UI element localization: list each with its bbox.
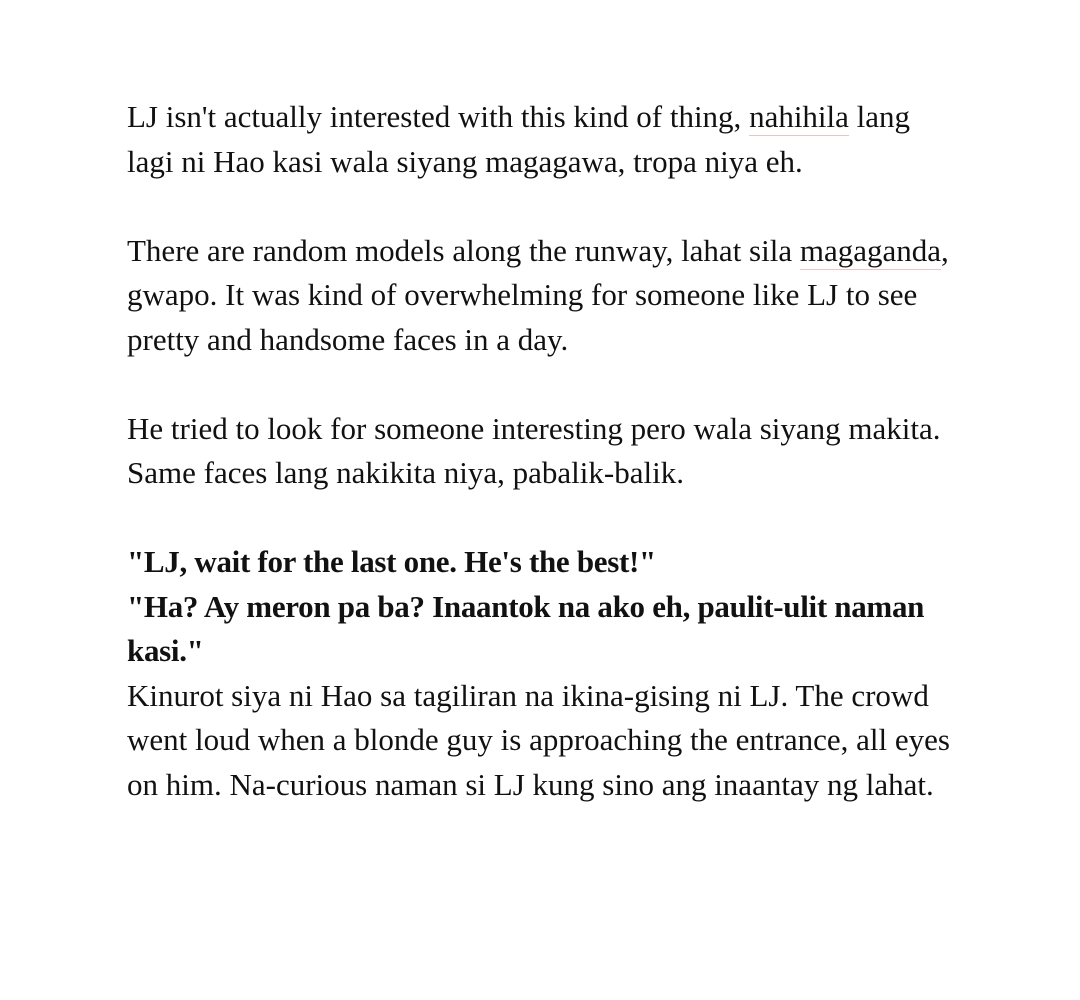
story-content (127, 95, 953, 852)
paragraph-2-text-start: There are random models along the runway, lahat sila (127, 232, 800, 268)
paragraph-1-text-start: LJ isn't actually interested with this kind of thing, (127, 99, 750, 134)
dialogue-line-2: "Ha? Ay meron pa ba? Inaantok na ako eh, paulit-ulit naman kasi." (127, 588, 925, 668)
paragraph-3: He tried to look for someone interesting pero wala siyang makita. Same faces lang nakikita niya, pabalik-balik. (127, 410, 941, 490)
paragraph-2-text-end: , gwapo. It was kind of overwhelming for someone like LJ to see pretty and handsome faces in a day. (127, 232, 949, 357)
paragraph-2 (127, 229, 953, 363)
dialogue-line-1: "LJ, wait for the last one. He's the best!" (127, 544, 656, 579)
highlighted-word-nahihila[interactable]: nahihila (749, 99, 849, 134)
paragraph-4: Kinurot siya ni Hao sa tagiliran na ikina-gising ni LJ. The crowd went loud when a blonde guy is approaching the entrance, all eyes on him. Na-curious naman si LJ kung sino ang inaantay ng lahat. (127, 677, 950, 802)
paragraph-1-text-end: lang lagi ni Hao kasi wala siyang magagawa, tropa niya eh. (127, 99, 911, 179)
paragraph-1 (127, 95, 953, 184)
highlighted-word-magaganda[interactable]: magaganda (799, 232, 942, 268)
